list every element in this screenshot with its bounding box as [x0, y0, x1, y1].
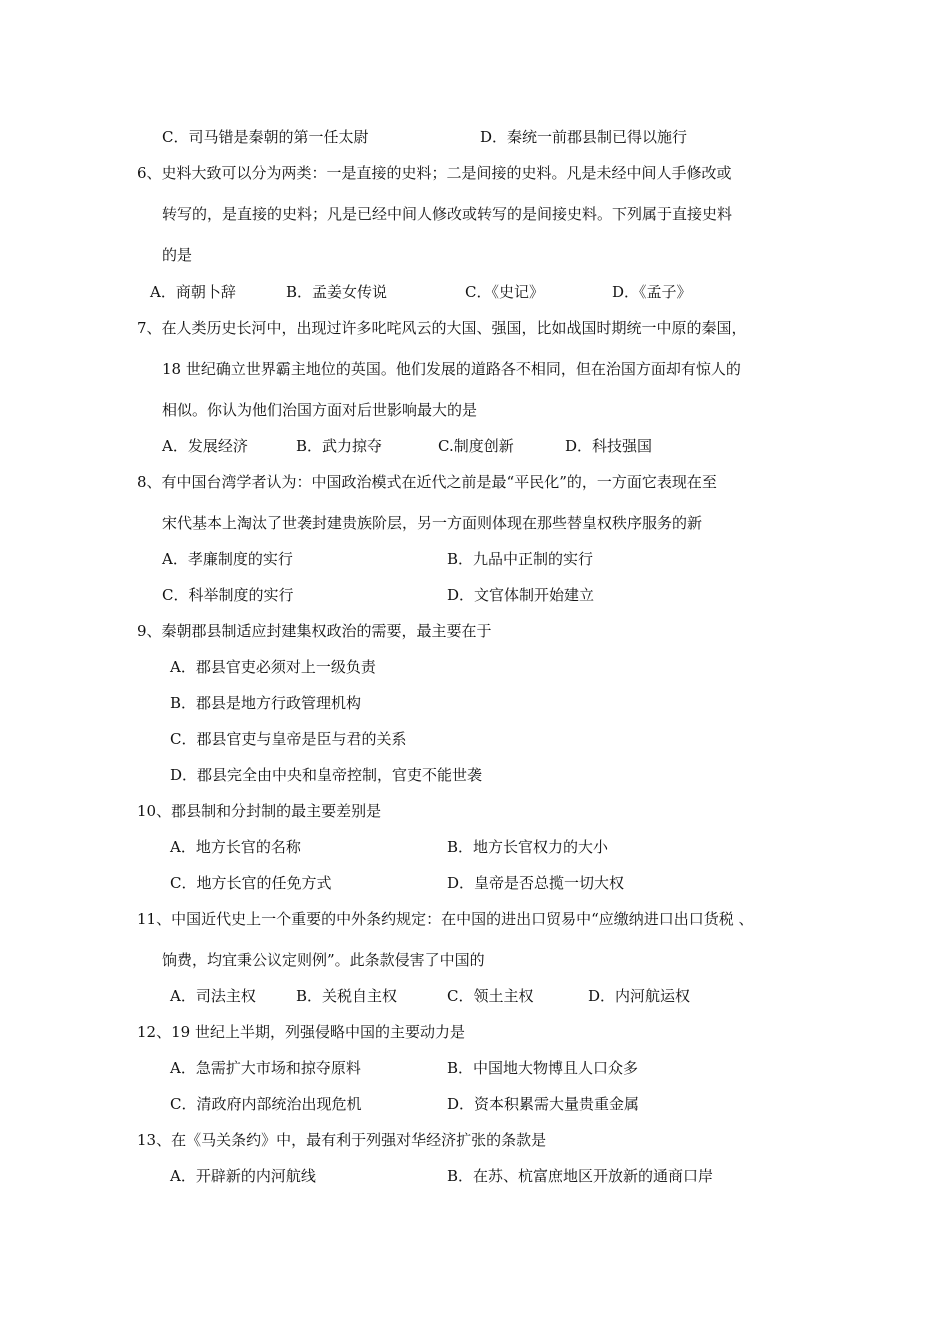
q8-stem-line-2: 宋代基本上淘汰了世袭封建贵族阶层，另一方面则体现在那些替皇权秩序服务的新 — [162, 514, 703, 532]
q8-option-c: C．科举制度的实行 — [162, 586, 294, 604]
q11-stem-line-2: 饷费，均宜秉公议定则例”。此条款侵害了中国的 — [162, 951, 485, 969]
q6-option-b: B．孟姜女传说 — [286, 283, 388, 301]
q9-option-d: D．郡县完全由中央和皇帝控制，官吏不能世袭 — [170, 766, 483, 784]
q6-stem-line-2: 转写的，是直接的史料；凡是已经中间人修改或转写的是间接史料。下列属于直接史料 — [162, 205, 733, 223]
q7-option-a: A．发展经济 — [162, 437, 248, 455]
q12-stem-line-1: 12、19 世纪上半期，列强侵略中国的主要动力是 — [137, 1023, 465, 1041]
q7-stem-line-3: 相似。你认为他们治国方面对后世影响最大的是 — [162, 401, 478, 419]
q9-stem-line-1: 9、秦朝郡县制适应封建集权政治的需要，最主要在于 — [137, 622, 492, 640]
q5-option-c: C．司马错是秦朝的第一任太尉 — [162, 128, 369, 146]
q6-option-d: D．《孟子》 — [612, 283, 692, 301]
q7-option-d: D．科技强国 — [565, 437, 653, 455]
q8-stem-line-1: 8、有中国台湾学者认为：中国政治模式在近代之前是最“平民化”的，一方面它表现在至 — [137, 473, 717, 491]
q11-option-a: A．司法主权 — [170, 987, 256, 1005]
q10-option-b: B．地方长官权力的大小 — [447, 838, 609, 856]
q6-option-c: C．《史记》 — [465, 283, 544, 301]
q6-option-a: A．商朝卜辞 — [150, 283, 236, 301]
q6-stem-line-1: 6、史料大致可以分为两类：一是直接的史料；二是间接的史料。凡是未经中间人手修改或 — [137, 164, 732, 182]
q12-option-c: C．清政府内部统治出现危机 — [170, 1095, 362, 1113]
q8-option-a: A．孝廉制度的实行 — [162, 550, 293, 568]
q11-option-d: D．内河航运权 — [588, 987, 691, 1005]
q10-option-c: C．地方长官的任免方式 — [170, 874, 332, 892]
q12-option-b: B．中国地大物博且人口众多 — [447, 1059, 639, 1077]
q13-stem-line-1: 13、在《马关条约》中，最有利于列强对华经济扩张的条款是 — [137, 1131, 547, 1149]
q5-option-d: D．秦统一前郡县制已得以施行 — [480, 128, 688, 146]
q9-option-b: B．郡县是地方行政管理机构 — [170, 694, 362, 712]
q7-stem-line-1: 7、在人类历史长河中，出现过许多叱咤风云的大国、强国，比如战国时期统一中原的秦国， — [137, 319, 747, 337]
q7-stem-line-2: 18 世纪确立世界霸主地位的英国。他们发展的道路各不相同，但在治国方面却有惊人的 — [162, 360, 741, 378]
q6-stem-line-3: 的是 — [162, 246, 193, 264]
q11-option-b: B．关税自主权 — [296, 987, 398, 1005]
q8-option-d: D．文官体制开始建立 — [447, 586, 595, 604]
q13-option-a: A．开辟新的内河航线 — [170, 1167, 316, 1185]
q10-stem-line-1: 10、郡县制和分封制的最主要差别是 — [137, 802, 382, 820]
q8-option-b: B．九品中正制的实行 — [447, 550, 594, 568]
q10-option-d: D．皇帝是否总揽一切大权 — [447, 874, 625, 892]
q7-option-b: B．武力掠夺 — [296, 437, 383, 455]
q9-option-c: C．郡县官吏与皇帝是臣与君的关系 — [170, 730, 407, 748]
q13-option-b: B．在苏、杭富庶地区开放新的通商口岸 — [447, 1167, 714, 1185]
q9-option-a: A．郡县官吏必须对上一级负责 — [170, 658, 376, 676]
q10-option-a: A．地方长官的名称 — [170, 838, 301, 856]
q11-stem-line-1: 11、中国近代史上一个重要的中外条约规定：在中国的进出口贸易中“应缴纳进口出口货税 、 — [137, 910, 754, 928]
q11-option-c: C．领土主权 — [447, 987, 534, 1005]
q12-option-d: D．资本积累需大量贵重金属 — [447, 1095, 640, 1113]
q12-option-a: A．急需扩大市场和掠夺原料 — [170, 1059, 361, 1077]
q7-option-c: C.制度创新 — [438, 437, 514, 455]
